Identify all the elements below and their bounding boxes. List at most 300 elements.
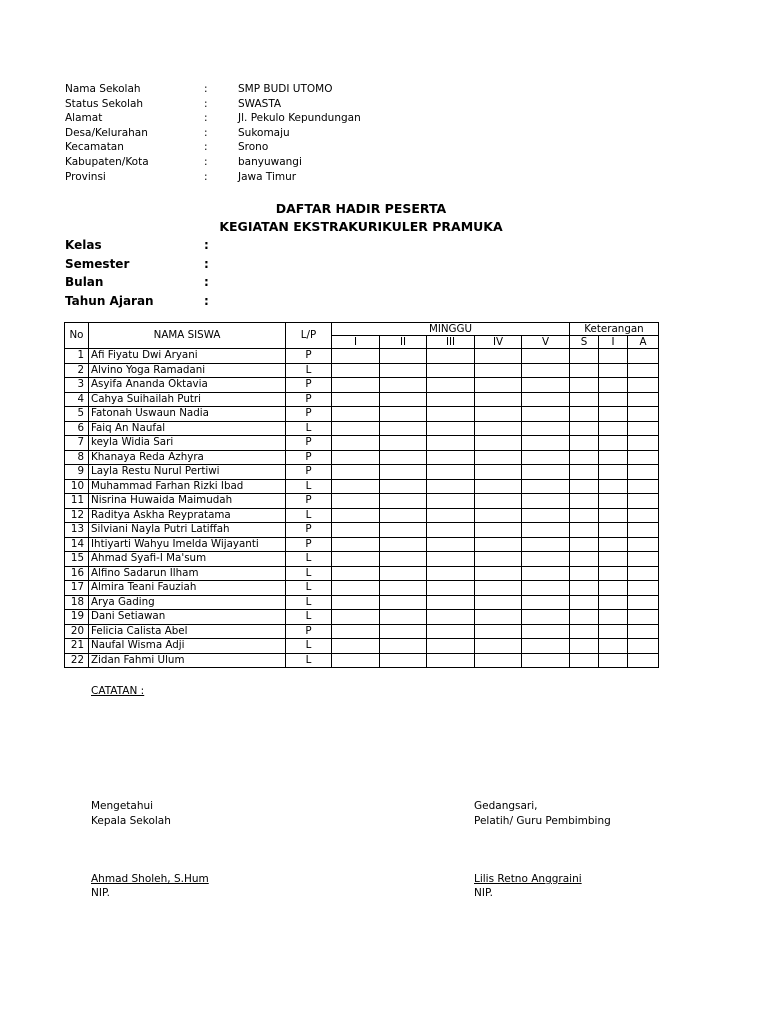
week-cell bbox=[380, 537, 427, 552]
header-no: No bbox=[65, 323, 89, 349]
student-gender: L bbox=[286, 363, 332, 378]
note-cell bbox=[628, 421, 659, 436]
student-gender: L bbox=[286, 421, 332, 436]
row-number: 15 bbox=[65, 552, 89, 567]
note-cell bbox=[570, 581, 599, 596]
week-cell bbox=[332, 392, 380, 407]
week-cell bbox=[380, 450, 427, 465]
student-gender: P bbox=[286, 494, 332, 509]
attendance-rows bbox=[65, 349, 659, 668]
note-cell bbox=[628, 407, 659, 422]
week-cell bbox=[332, 436, 380, 451]
note-cell bbox=[628, 595, 659, 610]
week-cell bbox=[427, 436, 475, 451]
week-cell bbox=[332, 566, 380, 581]
header-sakit: S bbox=[570, 336, 599, 349]
week-cell bbox=[380, 653, 427, 668]
student-name: Alfino Sadarun Ilham bbox=[89, 566, 286, 581]
week-cell bbox=[332, 508, 380, 523]
note-cell bbox=[570, 407, 599, 422]
student-name: Almira Teani Fauziah bbox=[89, 581, 286, 596]
week-cell bbox=[380, 465, 427, 480]
week-cell bbox=[380, 421, 427, 436]
student-name: Asyifa Ananda Oktavia bbox=[89, 378, 286, 393]
note-cell bbox=[599, 421, 628, 436]
student-name: Silviani Nayla Putri Latiffah bbox=[89, 523, 286, 538]
student-gender: L bbox=[286, 479, 332, 494]
week-cell bbox=[427, 508, 475, 523]
week-cell bbox=[475, 479, 522, 494]
note-cell bbox=[599, 378, 628, 393]
week-cell bbox=[427, 378, 475, 393]
week-cell bbox=[380, 494, 427, 509]
week-cell bbox=[427, 407, 475, 422]
row-number: 4 bbox=[65, 392, 89, 407]
note-cell bbox=[628, 566, 659, 581]
info-value: SMP BUDI UTOMO bbox=[238, 83, 333, 95]
student-name: Cahya Suihailah Putri bbox=[89, 392, 286, 407]
info-value: banyuwangi bbox=[238, 156, 302, 168]
week-cell bbox=[475, 523, 522, 538]
student-gender: L bbox=[286, 639, 332, 654]
week-cell bbox=[380, 523, 427, 538]
student-name: Nisrina Huwaida Maimudah bbox=[89, 494, 286, 509]
class-field-label: Semester bbox=[65, 257, 130, 271]
student-gender: L bbox=[286, 595, 332, 610]
note-cell bbox=[628, 523, 659, 538]
week-cell bbox=[380, 639, 427, 654]
header-alpha: A bbox=[628, 336, 659, 349]
week-cell bbox=[522, 653, 570, 668]
row-number: 17 bbox=[65, 581, 89, 596]
note-cell bbox=[570, 595, 599, 610]
student-gender: L bbox=[286, 552, 332, 567]
week-cell bbox=[380, 552, 427, 567]
week-cell bbox=[380, 363, 427, 378]
student-name: Zidan Fahmi Ulum bbox=[89, 653, 286, 668]
document-title: DAFTAR HADIR PESERTA bbox=[275, 201, 447, 216]
row-number: 16 bbox=[65, 566, 89, 581]
table-row bbox=[65, 595, 659, 610]
week-cell bbox=[475, 595, 522, 610]
row-number: 14 bbox=[65, 537, 89, 552]
note-cell bbox=[628, 479, 659, 494]
week-cell bbox=[380, 624, 427, 639]
week-cell bbox=[475, 610, 522, 625]
table-row bbox=[65, 624, 659, 639]
week-cell bbox=[427, 392, 475, 407]
week-cell bbox=[475, 421, 522, 436]
note-cell bbox=[599, 349, 628, 364]
notes-label: CATATAN : bbox=[91, 685, 145, 697]
info-colon: : bbox=[204, 83, 208, 95]
week-cell bbox=[427, 465, 475, 480]
row-number: 1 bbox=[65, 349, 89, 364]
info-label: Kecamatan bbox=[65, 141, 124, 154]
note-cell bbox=[570, 639, 599, 654]
row-number: 13 bbox=[65, 523, 89, 538]
week-cell bbox=[380, 436, 427, 451]
week-cell bbox=[475, 624, 522, 639]
week-cell bbox=[380, 378, 427, 393]
week-cell bbox=[522, 349, 570, 364]
week-cell bbox=[475, 378, 522, 393]
week-cell bbox=[475, 508, 522, 523]
week-cell bbox=[475, 494, 522, 509]
week-cell bbox=[522, 436, 570, 451]
header-minggu: MINGGU bbox=[332, 323, 570, 336]
note-cell bbox=[628, 363, 659, 378]
note-cell bbox=[628, 465, 659, 480]
week-cell bbox=[522, 363, 570, 378]
info-value: SWASTA bbox=[238, 97, 282, 110]
student-name: Naufal Wisma Adji bbox=[89, 639, 286, 654]
class-field-colon: : bbox=[204, 294, 209, 308]
note-cell bbox=[599, 450, 628, 465]
note-cell bbox=[628, 450, 659, 465]
week-cell bbox=[380, 392, 427, 407]
week-cell bbox=[427, 494, 475, 509]
header-week-2: II bbox=[380, 336, 427, 349]
student-name: Khanaya Reda Azhyra bbox=[89, 450, 286, 465]
week-cell bbox=[475, 392, 522, 407]
note-cell bbox=[570, 363, 599, 378]
week-cell bbox=[522, 508, 570, 523]
student-name: Afi Fiyatu Dwi Aryani bbox=[89, 349, 286, 364]
week-cell bbox=[332, 494, 380, 509]
sign-left-name: Ahmad Sholeh, S.Hum bbox=[91, 873, 209, 885]
week-cell bbox=[380, 595, 427, 610]
note-cell bbox=[599, 653, 628, 668]
note-cell bbox=[570, 566, 599, 581]
row-number: 18 bbox=[65, 595, 89, 610]
week-cell bbox=[522, 639, 570, 654]
student-gender: P bbox=[286, 537, 332, 552]
class-field-colon: : bbox=[204, 275, 209, 289]
class-field-label: Bulan bbox=[65, 275, 104, 289]
header-week-3: III bbox=[427, 336, 475, 349]
info-label: Nama Sekolah bbox=[65, 83, 141, 95]
info-value: Srono bbox=[238, 141, 269, 154]
student-gender: P bbox=[286, 465, 332, 480]
week-cell bbox=[332, 421, 380, 436]
table-row bbox=[65, 363, 659, 378]
table-row bbox=[65, 465, 659, 480]
week-cell bbox=[522, 537, 570, 552]
week-cell bbox=[522, 610, 570, 625]
week-cell bbox=[427, 363, 475, 378]
header-izin: I bbox=[599, 336, 628, 349]
note-cell bbox=[570, 465, 599, 480]
table-row bbox=[65, 581, 659, 596]
note-cell bbox=[570, 494, 599, 509]
header-week-1: I bbox=[332, 336, 380, 349]
note-cell bbox=[628, 494, 659, 509]
table-row bbox=[65, 610, 659, 625]
note-cell bbox=[570, 537, 599, 552]
student-gender: L bbox=[286, 610, 332, 625]
week-cell bbox=[522, 450, 570, 465]
info-colon: : bbox=[204, 112, 208, 125]
week-cell bbox=[380, 581, 427, 596]
note-cell bbox=[570, 523, 599, 538]
week-cell bbox=[522, 479, 570, 494]
note-cell bbox=[628, 610, 659, 625]
table-row bbox=[65, 639, 659, 654]
student-name: keyla Widia Sari bbox=[89, 436, 286, 451]
note-cell bbox=[599, 624, 628, 639]
student-gender: L bbox=[286, 566, 332, 581]
info-colon: : bbox=[204, 170, 208, 183]
note-cell bbox=[599, 479, 628, 494]
header-name: NAMA SISWA bbox=[89, 323, 286, 349]
note-cell bbox=[570, 421, 599, 436]
row-number: 6 bbox=[65, 421, 89, 436]
note-cell bbox=[628, 392, 659, 407]
info-label: Kabupaten/Kota bbox=[65, 156, 149, 168]
week-cell bbox=[332, 378, 380, 393]
week-cell bbox=[332, 581, 380, 596]
note-cell bbox=[599, 407, 628, 422]
student-name: Raditya Askha Reypratama bbox=[89, 508, 286, 523]
week-cell bbox=[522, 552, 570, 567]
row-number: 8 bbox=[65, 450, 89, 465]
header-week-4: IV bbox=[475, 336, 522, 349]
note-cell bbox=[570, 552, 599, 567]
week-cell bbox=[475, 653, 522, 668]
class-field-colon: : bbox=[204, 238, 209, 252]
note-cell bbox=[599, 392, 628, 407]
note-cell bbox=[628, 508, 659, 523]
row-number: 10 bbox=[65, 479, 89, 494]
week-cell bbox=[522, 465, 570, 480]
week-cell bbox=[332, 349, 380, 364]
week-cell bbox=[475, 639, 522, 654]
note-cell bbox=[599, 610, 628, 625]
note-cell bbox=[599, 595, 628, 610]
note-cell bbox=[599, 566, 628, 581]
week-cell bbox=[475, 537, 522, 552]
week-cell bbox=[427, 479, 475, 494]
info-label: Alamat bbox=[65, 112, 103, 125]
info-value: Jl. Pekulo Kepundungan bbox=[238, 112, 361, 125]
note-cell bbox=[599, 508, 628, 523]
week-cell bbox=[380, 349, 427, 364]
week-cell bbox=[427, 349, 475, 364]
note-cell bbox=[599, 494, 628, 509]
week-cell bbox=[380, 566, 427, 581]
week-cell bbox=[475, 436, 522, 451]
week-cell bbox=[427, 450, 475, 465]
class-field-label: Kelas bbox=[65, 238, 102, 252]
week-cell bbox=[522, 407, 570, 422]
row-number: 21 bbox=[65, 639, 89, 654]
info-colon: : bbox=[204, 97, 208, 110]
table-row bbox=[65, 537, 659, 552]
row-number: 5 bbox=[65, 407, 89, 422]
week-cell bbox=[522, 378, 570, 393]
note-cell bbox=[570, 436, 599, 451]
document-subtitle: KEGIATAN EKSTRAKURIKULER PRAMUKA bbox=[219, 219, 503, 234]
sign-right-nip: NIP. bbox=[474, 887, 493, 899]
note-cell bbox=[570, 508, 599, 523]
note-cell bbox=[570, 624, 599, 639]
row-number: 22 bbox=[65, 653, 89, 668]
student-name: Arya Gading bbox=[89, 595, 286, 610]
note-cell bbox=[599, 552, 628, 567]
week-cell bbox=[427, 421, 475, 436]
row-number: 2 bbox=[65, 363, 89, 378]
note-cell bbox=[628, 537, 659, 552]
note-cell bbox=[628, 552, 659, 567]
note-cell bbox=[599, 436, 628, 451]
header-gender: L/P bbox=[286, 323, 332, 349]
week-cell bbox=[475, 363, 522, 378]
student-name: Faiq An Naufal bbox=[89, 421, 286, 436]
note-cell bbox=[599, 639, 628, 654]
week-cell bbox=[332, 450, 380, 465]
table-row bbox=[65, 421, 659, 436]
week-cell bbox=[332, 595, 380, 610]
note-cell bbox=[599, 465, 628, 480]
note-cell bbox=[570, 378, 599, 393]
week-cell bbox=[475, 349, 522, 364]
week-cell bbox=[332, 624, 380, 639]
week-cell bbox=[522, 595, 570, 610]
note-cell bbox=[570, 349, 599, 364]
table-row bbox=[65, 378, 659, 393]
student-gender: L bbox=[286, 581, 332, 596]
student-gender: P bbox=[286, 624, 332, 639]
table-row bbox=[65, 552, 659, 567]
note-cell bbox=[599, 523, 628, 538]
week-cell bbox=[522, 566, 570, 581]
student-name: Ahmad Syafi-I Ma'sum bbox=[89, 552, 286, 567]
header-keterangan: Keterangan bbox=[570, 323, 659, 336]
note-cell bbox=[628, 581, 659, 596]
table-row bbox=[65, 450, 659, 465]
week-cell bbox=[522, 581, 570, 596]
week-cell bbox=[332, 465, 380, 480]
week-cell bbox=[522, 494, 570, 509]
week-cell bbox=[475, 407, 522, 422]
attendance-table bbox=[64, 322, 659, 668]
note-cell bbox=[570, 653, 599, 668]
table-row bbox=[65, 653, 659, 668]
info-value: Sukomaju bbox=[238, 126, 290, 139]
sign-right-name: Lilis Retno Anggraini bbox=[474, 873, 582, 885]
info-colon: : bbox=[204, 156, 208, 168]
week-cell bbox=[475, 566, 522, 581]
week-cell bbox=[380, 508, 427, 523]
row-number: 11 bbox=[65, 494, 89, 509]
week-cell bbox=[380, 479, 427, 494]
student-name: Felicia Calista Abel bbox=[89, 624, 286, 639]
class-field-colon: : bbox=[204, 257, 209, 271]
week-cell bbox=[475, 552, 522, 567]
week-cell bbox=[380, 610, 427, 625]
note-cell bbox=[570, 610, 599, 625]
week-cell bbox=[380, 407, 427, 422]
week-cell bbox=[332, 407, 380, 422]
student-gender: P bbox=[286, 392, 332, 407]
table-row bbox=[65, 407, 659, 422]
week-cell bbox=[427, 624, 475, 639]
table-row bbox=[65, 494, 659, 509]
week-cell bbox=[475, 450, 522, 465]
student-name: Alvino Yoga Ramadani bbox=[89, 363, 286, 378]
sign-left-line1: Mengetahui bbox=[91, 800, 154, 812]
info-colon: : bbox=[204, 141, 208, 154]
student-gender: L bbox=[286, 653, 332, 668]
student-gender: P bbox=[286, 450, 332, 465]
row-number: 9 bbox=[65, 465, 89, 480]
week-cell bbox=[332, 523, 380, 538]
week-cell bbox=[427, 610, 475, 625]
note-cell bbox=[599, 581, 628, 596]
table-row bbox=[65, 566, 659, 581]
header-week-5: V bbox=[522, 336, 570, 349]
sign-right-line1: Gedangsari, bbox=[474, 800, 538, 812]
table-row bbox=[65, 436, 659, 451]
week-cell bbox=[427, 581, 475, 596]
week-cell bbox=[522, 624, 570, 639]
week-cell bbox=[332, 479, 380, 494]
note-cell bbox=[570, 392, 599, 407]
week-cell bbox=[332, 363, 380, 378]
note-cell bbox=[599, 363, 628, 378]
student-name: Muhammad Farhan Rizki Ibad bbox=[89, 479, 286, 494]
week-cell bbox=[475, 465, 522, 480]
class-field-label: Tahun Ajaran bbox=[65, 294, 154, 308]
week-cell bbox=[332, 537, 380, 552]
week-cell bbox=[427, 523, 475, 538]
info-label: Status Sekolah bbox=[65, 97, 144, 110]
week-cell bbox=[522, 523, 570, 538]
note-cell bbox=[599, 537, 628, 552]
student-gender: L bbox=[286, 508, 332, 523]
table-row bbox=[65, 479, 659, 494]
week-cell bbox=[475, 581, 522, 596]
student-name: Dani Setiawan bbox=[89, 610, 286, 625]
note-cell bbox=[628, 378, 659, 393]
note-cell bbox=[570, 450, 599, 465]
student-gender: P bbox=[286, 407, 332, 422]
note-cell bbox=[570, 479, 599, 494]
note-cell bbox=[628, 349, 659, 364]
week-cell bbox=[332, 639, 380, 654]
student-gender: P bbox=[286, 378, 332, 393]
row-number: 20 bbox=[65, 624, 89, 639]
week-cell bbox=[427, 653, 475, 668]
row-number: 19 bbox=[65, 610, 89, 625]
row-number: 3 bbox=[65, 378, 89, 393]
week-cell bbox=[332, 653, 380, 668]
week-cell bbox=[427, 537, 475, 552]
table-row bbox=[65, 392, 659, 407]
week-cell bbox=[332, 610, 380, 625]
student-name: Ihtiyarti Wahyu Imelda Wijayanti bbox=[89, 537, 286, 552]
info-colon: : bbox=[204, 126, 208, 139]
week-cell bbox=[427, 595, 475, 610]
sign-left-nip: NIP. bbox=[91, 887, 110, 899]
row-number: 12 bbox=[65, 508, 89, 523]
row-number: 7 bbox=[65, 436, 89, 451]
week-cell bbox=[332, 552, 380, 567]
note-cell bbox=[628, 639, 659, 654]
info-label: Provinsi bbox=[65, 170, 106, 183]
note-cell bbox=[628, 653, 659, 668]
